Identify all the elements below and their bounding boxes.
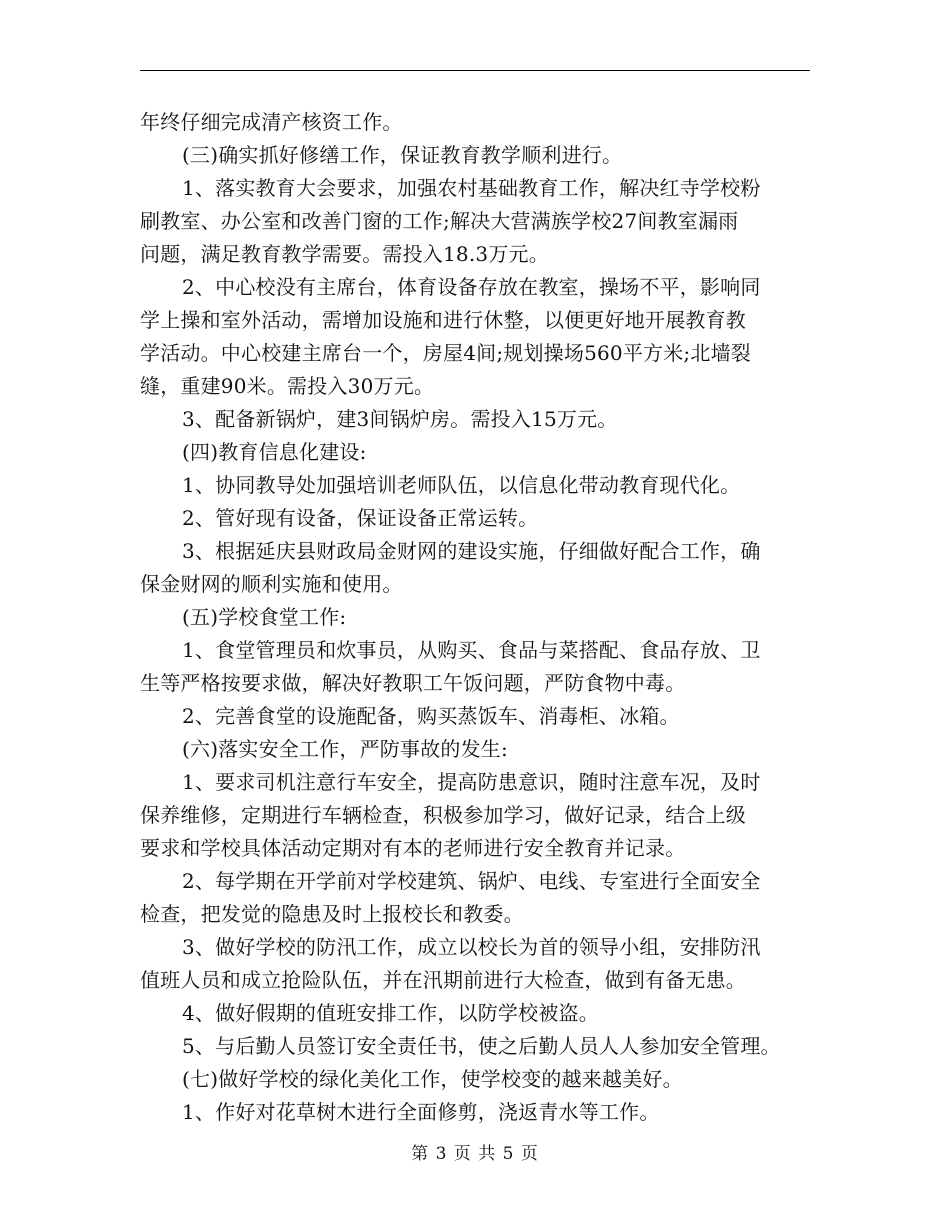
text-line: 2、每学期在开学前对学校建筑、锅炉、电线、专室进行全面安全 xyxy=(182,869,761,893)
text-line: 生等严格按要求做，解决好教职工午饭问题，严防食物中毒。 xyxy=(140,671,686,695)
text-line: 3、配备新锅炉，建3间锅炉房。需投入15万元。 xyxy=(182,407,618,431)
text-line: 要求和学校具体活动定期对有本的老师进行安全教育并记录。 xyxy=(140,836,686,860)
text-line: 问题，满足教育教学需要。需投入18.3万元。 xyxy=(140,242,549,266)
text-line: 2、管好现有设备，保证设备正常运转。 xyxy=(182,506,539,530)
header-rule xyxy=(140,70,810,71)
text-line: 年终仔细完成清产核资工作。 xyxy=(140,110,403,134)
document-body xyxy=(140,106,812,1129)
text-line: 检查，把发觉的隐患及时上报校长和教委。 xyxy=(140,902,524,926)
section-heading-3: (三)确实抓好修缮工作，保证教育教学顺利进行。 xyxy=(182,143,623,167)
section-heading-6: (六)落实安全工作，严防事故的发生: xyxy=(182,737,508,761)
text-line: 刷教室、办公室和改善门窗的工作;解决大营满族学校27间教室漏雨 xyxy=(140,209,739,233)
text-line: 1、落实教育大会要求，加强农村基础教育工作，解决红寺学校粉 xyxy=(182,176,761,200)
text-line: 保养维修，定期进行车辆检查，积极参加学习，做好记录，结合上级 xyxy=(140,803,746,827)
text-line: 2、完善食堂的设施配备，购买蒸饭车、消毒柜、冰箱。 xyxy=(182,704,680,728)
text-line: 保金财网的顺利实施和使用。 xyxy=(140,572,403,596)
text-line: 1、要求司机注意行车安全，提高防患意识，随时注意车况，及时 xyxy=(182,770,761,794)
text-line: 1、食堂管理员和炊事员，从购买、食品与菜搭配、食品存放、卫 xyxy=(182,638,761,662)
text-line: 1、作好对花草树木进行全面修剪，浇返青水等工作。 xyxy=(182,1100,660,1124)
text-line: 2、中心校没有主席台，体育设备存放在教室，操场不平，影响同 xyxy=(182,275,761,299)
section-heading-4: (四)教育信息化建设: xyxy=(182,440,367,464)
page-number-footer: 第 3 页 共 5 页 xyxy=(411,1144,539,1164)
text-line: 3、做好学校的防汛工作，成立以校长为首的领导小组，安排防汛 xyxy=(182,935,761,959)
text-line: 学上操和室外活动，需增加设施和进行休整，以便更好地开展教育教 xyxy=(140,308,746,332)
text-line: 4、做好假期的值班安排工作，以防学校被盗。 xyxy=(182,1001,599,1025)
section-heading-5: (五)学校食堂工作: xyxy=(182,605,347,629)
text-line: 值班人员和成立抢险队伍，并在汛期前进行大检查，做到有备无患。 xyxy=(140,968,746,992)
section-heading-7: (七)做好学校的绿化美化工作，使学校变的越来越美好。 xyxy=(182,1067,683,1091)
text-line: 缝，重建90米。需投入30万元。 xyxy=(140,374,435,398)
text-line: 1、协同教导处加强培训老师队伍，以信息化带动教育现代化。 xyxy=(182,473,741,497)
text-line: 3、根据延庆县财政局金财网的建设实施，仔细做好配合工作，确 xyxy=(182,539,761,563)
text-line: 学活动。中心校建主席台一个，房屋4间;规划操场560平方米;北墙裂 xyxy=(140,341,751,365)
text-line: 5、与后勤人员签订安全责任书，使之后勤人员人人参加安全管理。 xyxy=(182,1034,781,1058)
